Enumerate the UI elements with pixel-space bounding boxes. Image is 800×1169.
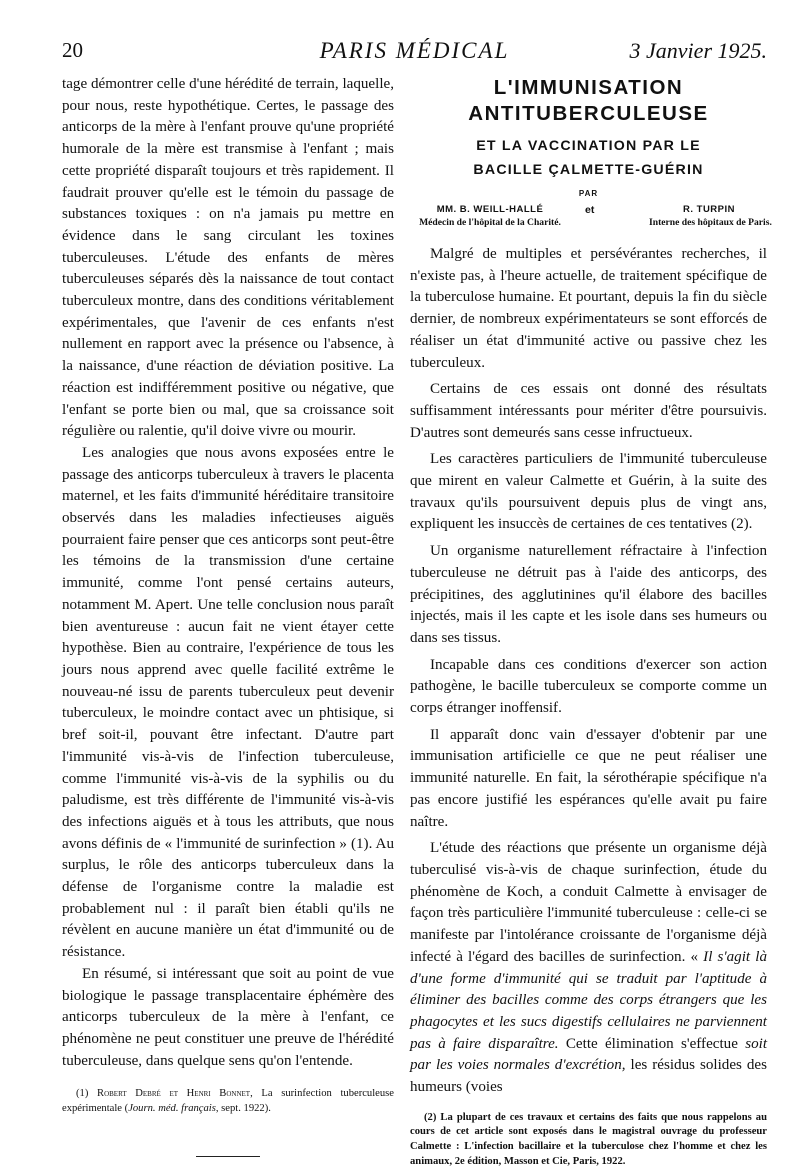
left-column bbox=[62, 74, 394, 1157]
body-paragraph: Un organisme naturellement réfractaire à l'infection tuberculeuse ne détruit pas à l'aide des anticorps, des précipitines, des agglutinines qu'il élabore des bacilles injectés, mais il les capte et les isole dans ses humeurs ou dans ses tissus. bbox=[410, 543, 767, 646]
body-paragraph: Les caractères particuliers de l'immunité tuberculeuse que mirent en valeur Calmette et Guérin, à la suite des travaux qu'ils poursuivent depuis plus de vingt ans, expliquent les insuccès de certaines de ces tentatives (2). bbox=[410, 451, 767, 533]
right-column bbox=[410, 74, 772, 1169]
footnote-tail: , sept. 1922). bbox=[215, 1102, 271, 1114]
body-paragraph: Il apparaît donc vain d'essayer d'obtenir par une immunisation artificielle ce que ne peut réaliser une immunité naturelle. En fait, la sérothérapie spécifique n'a pas encore justifié les espérances qu'elle avait pu faire naître. bbox=[410, 726, 767, 830]
author-2 bbox=[649, 204, 772, 228]
last-para-end: les résidus solides des humeurs (voies bbox=[410, 1057, 767, 1096]
issue-date: 3 Janvier 1925. bbox=[629, 38, 767, 63]
journal-title: PARIS MÉDICAL bbox=[319, 38, 510, 63]
byline-par: PAR bbox=[578, 189, 599, 198]
author-1-name: MM. B. WEILL-HALLÉ bbox=[436, 204, 544, 215]
author-1-role: Médecin de l'hôpital de la Charité. bbox=[419, 217, 561, 228]
last-para-italic: soit par les voies normales d'excrétion, bbox=[410, 1035, 768, 1074]
authors-block bbox=[410, 204, 772, 242]
last-para-quote: Il s'agit là d'une forme d'immunité qui se traduit par l'aptitude à éliminer des bacilles comme des corps étrangers que les phagocytes et les sucs digestifs cellulaires ne parviennent pas à faire disparaître. bbox=[410, 948, 767, 1052]
article-subtitle-line-1: ET LA VACCINATION PAR LE bbox=[476, 138, 701, 154]
footnote-2: (2) La plupart de ces travaux et certains des faits que nous rappelons au cours de cet article sont exposés dans le magistral ouvrage du professeur Calmette : L'infection bacillaire et la tuberculose chez l'homme et chez les animaux, 2e édition, Masson et Cie, Paris, 1922. bbox=[410, 1111, 767, 1167]
author-1 bbox=[410, 204, 570, 228]
footnote-journal: Journ. méd. français bbox=[128, 1102, 216, 1114]
body-paragraph-last bbox=[410, 838, 767, 1098]
footnote-1 bbox=[62, 1087, 394, 1116]
footnote-authors: Robert Debré et Henri Bonnet, bbox=[97, 1088, 253, 1100]
article-title-line-2: ANTITUBERCULEUSE bbox=[468, 102, 709, 125]
footnote-marker: (1) bbox=[76, 1088, 89, 1100]
body-paragraph: Incapable dans ces conditions d'exercer son action pathogène, le bacille tuberculeux se comporte comme un corps étranger inoffensif. bbox=[410, 656, 767, 717]
page-header bbox=[62, 38, 767, 72]
footnote-text: La surinfection tuberculeuse expérimentale ( bbox=[62, 1088, 394, 1114]
body-paragraph: En résumé, si intéressant que soit au point de vue biologique le passage transplacentaire éphémère des anticorps tuberculeux de la mère à l'enfant, ce phénomène ne peut constituer une preuve de l'hérédité tuberculeuse, dans quelque sens qu'on l'entende. bbox=[62, 965, 394, 1069]
page-number: 20 bbox=[62, 38, 83, 62]
article-subtitle-line-2: BACILLE ÇALMETTE-GUÉRIN bbox=[473, 162, 704, 178]
author-conjunction: et bbox=[585, 204, 595, 216]
last-para-middle: Cette élimination s'effectue bbox=[565, 1035, 738, 1052]
article-body bbox=[410, 244, 767, 1099]
body-paragraph: Malgré de multiples et persévérantes recherches, il n'existe pas, à l'heure actuelle, de traitement spécifique de la tuberculose humaine. Et pourtant, depuis la fin du siècle dernier, de nombreux expérimentateurs se sont efforcés de réaliser un état d'immunité active ou passive chez les tuberculeux. bbox=[410, 246, 767, 371]
author-2-name: R. TURPIN bbox=[683, 204, 735, 215]
body-paragraph: tage démontrer celle d'une hérédité de terrain, laquelle, pour nous, reste hypothétique. Certes, le passage des anticorps de la mère à l'enfant prouve qu'une propriété humorale de la mère est transmise à l'enfant ; mais cette propriété disparaît toujours et très rapidement. Il faudrait prouver qu'elle est le témoin du passage de substances toxiques : on n'a jamais pu mettre en évidence dans le sang circulant les toxines tuberculeuses. L'étude des enfants de mères tuberculeuses séparés dès la naissance de tout contact tuberculeux montre, dans des conditions véritablement expérimentales, que l'avenir de ces enfants n'est nullement en rapport avec la présence ou l'absence, à la naissance, d'une réaction de déviation positive. La réaction est indifféremment positive ou négative, que l'enfant se porte bien ou mal, que sa croissance soit régulière ou ralentie, qu'il doive vivre ou mourir. bbox=[62, 76, 394, 440]
last-para-start: L'étude des réactions que présente un organisme déjà tuberculisé vis-à-vis de chaque surinfection, étude du phénomène de Koch, a conduit Calmette à envisager de façon très particulière l'immunité tuberculeuse : celle-ci se manifeste par l'intolérance croissante de l'organisme déjà infecté à l'égard des bacilles de surinfection. « bbox=[410, 840, 767, 965]
author-2-role: Interne des hôpitaux de Paris. bbox=[649, 217, 772, 228]
article-title-line-1: L'IMMUNISATION bbox=[493, 76, 684, 99]
body-paragraph: Les analogies que nous avons exposées entre le passage des anticorps tuberculeux à travers le placenta maternel, et les faits d'immunité héréditaire transitoire observés dans les maladies infectieuses aiguës pourraient faire penser que ces anticorps sont peut-être les témoins de la transmission d'une certaine immunité, comme l'ont pensé certains auteurs, notamment M. Apert. Une telle conclusion nous paraît bien aventureuse : aucun fait ne vient étayer cette hypothèse. Bien au contraire, l'expérience de tous les jours nous apprend avec quelle facilité extrême le nouveau-né issu de parents tuberculeux peut devenir tuberculeux, le moindre contact avec un phtisique, si bref soit-il, pouvant être infectant. D'autre part l'immunité vis-à-vis de l'infection tuberculeuse, comme l'immunité vis-à-vis de la syphilis ou du paludisme, est très différente de l'immunité vis-à-vis des infections aiguës et à tous les attributs, que nous avons définis de « l'immunité de surinfection » (1). Au surplus, le rôle des anticorps tuberculeux dans la défense de l'organisme contre la maladie est probablement nul : il paraît bien établi qu'ils ne révèlent en aucune manière un état d'immunité ou de résistance. bbox=[62, 444, 394, 961]
body-paragraph: Certains de ces essais ont donné des résultats suffisamment intéressants pour mériter d'être poursuivis. D'autres sont demeurés sans cesse infructueux. bbox=[410, 381, 767, 441]
end-rule bbox=[196, 1156, 260, 1157]
